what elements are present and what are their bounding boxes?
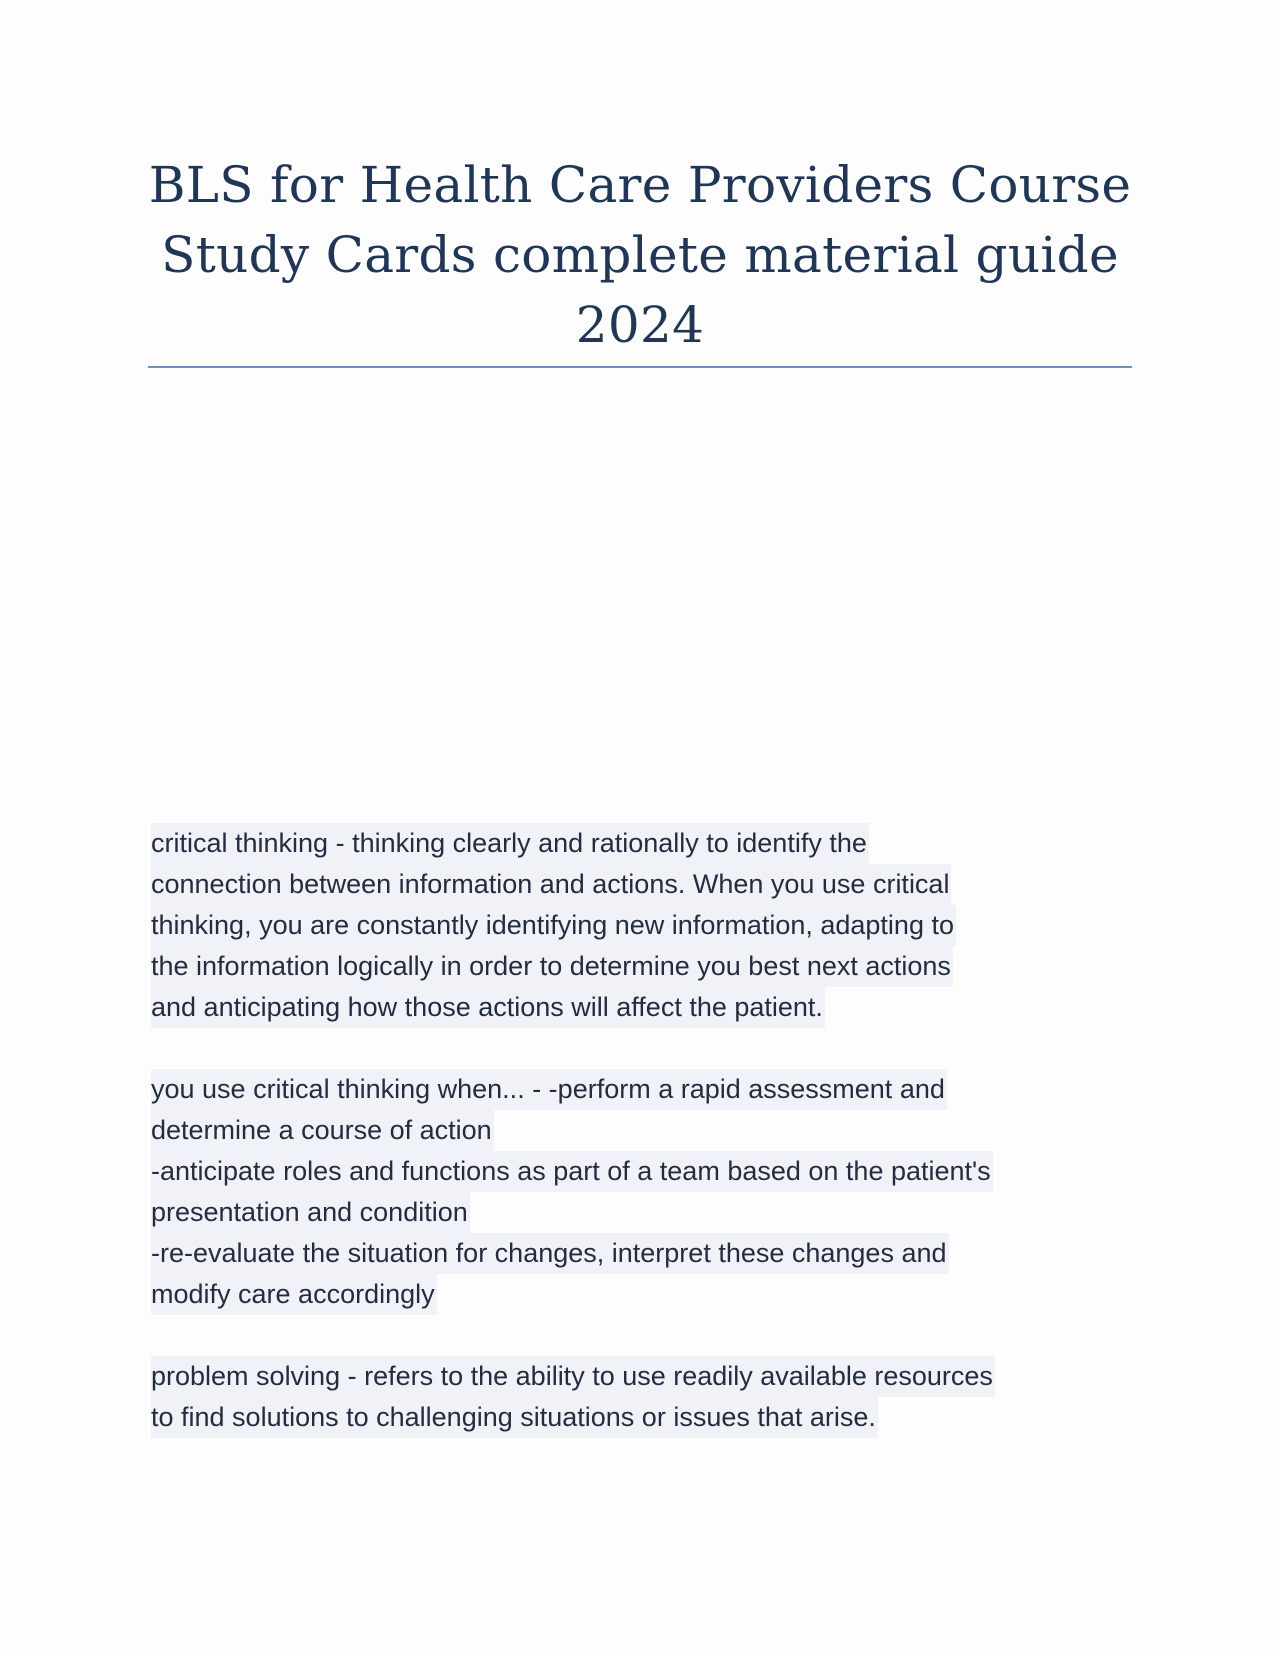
card-critical-thinking (151, 823, 1141, 1028)
card-text-line: thinking, you are constantly identifying new information, adapting to (151, 905, 956, 946)
card-critical-thinking-uses (151, 1069, 1141, 1315)
title-line-3: 2024 (575, 296, 705, 354)
card-text-line: modify care accordingly (151, 1274, 437, 1315)
title-line-2: Study Cards complete material guide (161, 226, 1119, 284)
document-title (148, 150, 1132, 360)
title-divider (148, 366, 1132, 368)
card-problem-solving (151, 1356, 1141, 1438)
card-text-line: connection between information and actions. When you use critical (151, 864, 951, 905)
card-text-line: determine a course of action (151, 1110, 494, 1151)
card-text-line: presentation and condition (151, 1192, 470, 1233)
study-cards-body (151, 823, 1141, 1479)
card-text-line: and anticipating how those actions will affect the patient. (151, 987, 825, 1028)
card-text-line: -anticipate roles and functions as part of a team based on the patient's (151, 1151, 993, 1192)
title-line-1: BLS for Health Care Providers Course (148, 156, 1132, 214)
card-text-line: problem solving - refers to the ability to use readily available resources (151, 1356, 995, 1397)
card-text-line: to find solutions to challenging situations or issues that arise. (151, 1397, 878, 1438)
card-text-line: the information logically in order to determine you best next actions (151, 946, 953, 987)
card-text-line: -re-evaluate the situation for changes, interpret these changes and (151, 1233, 949, 1274)
card-text-line: critical thinking - thinking clearly and rationally to identify the (151, 823, 869, 864)
card-text-line: you use critical thinking when... - -perform a rapid assessment and (151, 1069, 947, 1110)
